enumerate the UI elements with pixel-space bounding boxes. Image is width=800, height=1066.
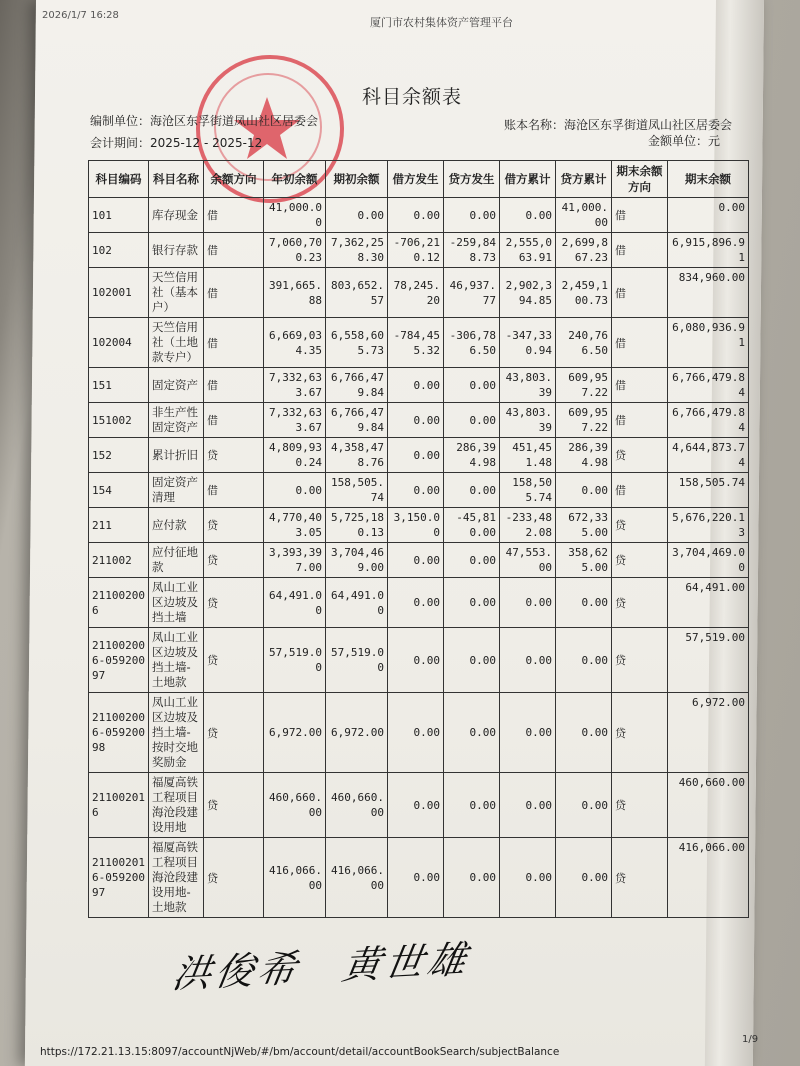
table-cell: 固定资产清理 <box>149 473 204 508</box>
column-header: 借方发生 <box>388 161 444 198</box>
table-cell: 贷 <box>612 508 668 543</box>
table-cell: 0.00 <box>444 838 500 918</box>
table-row <box>89 838 749 918</box>
table-cell: 102001 <box>89 268 149 318</box>
table-cell: 2,459,100.73 <box>556 268 612 318</box>
table-row <box>89 693 749 773</box>
table-cell: 102004 <box>89 318 149 368</box>
table-cell: 43,803.39 <box>500 403 556 438</box>
table-cell: 609,957.22 <box>556 368 612 403</box>
column-header: 借方累计 <box>500 161 556 198</box>
table-cell: 借 <box>204 473 264 508</box>
org-name: 编制单位：海沧区东孚街道凤山社区居委会 <box>90 114 319 128</box>
table-cell: 借 <box>612 473 668 508</box>
table-cell: 贷 <box>204 508 264 543</box>
table-cell: 凤山工业区边坡及挡土墙 <box>149 578 204 628</box>
table-cell: 7,362,258.30 <box>326 233 388 268</box>
table-cell: -706,210.12 <box>388 233 444 268</box>
table-row <box>89 578 749 628</box>
table-cell: 672,335.00 <box>556 508 612 543</box>
account-book-name: 账本名称：海沧区东孚街道凤山社区居委会 <box>504 118 733 132</box>
table-cell: 福厦高铁工程项目海沧段建设用地 <box>149 773 204 838</box>
table-cell: -784,455.32 <box>388 318 444 368</box>
table-cell: 6,558,605.73 <box>326 318 388 368</box>
table-row <box>89 368 749 403</box>
table-cell: 应付款 <box>149 508 204 543</box>
table-cell: 贷 <box>204 578 264 628</box>
table-cell: 福厦高铁工程项目海沧段建设用地-土地款 <box>149 838 204 918</box>
table-cell: 0.00 <box>500 838 556 918</box>
table-cell: 0.00 <box>388 473 444 508</box>
table-cell: 0.00 <box>444 403 500 438</box>
table-cell: 应付征地款 <box>149 543 204 578</box>
table-cell: 贷 <box>612 838 668 918</box>
table-cell: 贷 <box>204 628 264 693</box>
table-cell: 4,358,478.76 <box>326 438 388 473</box>
table-cell: 6,972.00 <box>668 693 749 773</box>
table-cell: 借 <box>612 318 668 368</box>
column-header: 期末余额方向 <box>612 161 668 198</box>
table-cell: 5,676,220.13 <box>668 508 749 543</box>
table-cell: 天竺信用社（土地款专户） <box>149 318 204 368</box>
table-cell: 286,394.98 <box>444 438 500 473</box>
accounting-period: 会计期间：2025-12 - 2025-12 <box>90 136 263 150</box>
table-cell: 101 <box>89 198 149 233</box>
table-cell: 贷 <box>204 543 264 578</box>
table-row <box>89 268 749 318</box>
table-cell: 6,766,479.84 <box>326 403 388 438</box>
table-cell: 借 <box>612 268 668 318</box>
table-cell: 211002006-05920098 <box>89 693 149 773</box>
table-cell: 借 <box>204 233 264 268</box>
table-cell: 460,660.00 <box>326 773 388 838</box>
table-row <box>89 773 749 838</box>
table-cell: 6,766,479.84 <box>668 368 749 403</box>
table-cell: 358,625.00 <box>556 543 612 578</box>
table-cell: 416,066.00 <box>264 838 326 918</box>
table-cell: 47,553.00 <box>500 543 556 578</box>
table-cell: 102 <box>89 233 149 268</box>
table-cell: 固定资产 <box>149 368 204 403</box>
table-cell: 2,902,394.85 <box>500 268 556 318</box>
table-cell: 64,491.00 <box>264 578 326 628</box>
table-cell: 借 <box>204 198 264 233</box>
page-url: https://172.21.13.15:8097/accountNjWeb/#/bm/account/detail/accountBookSearch/subjectBalance <box>40 1046 560 1058</box>
table-cell: 2,555,063.91 <box>500 233 556 268</box>
table-cell: 211002 <box>89 543 149 578</box>
table-cell: 154 <box>89 473 149 508</box>
table-cell: 211002006-05920097 <box>89 628 149 693</box>
table-cell: 78,245.20 <box>388 268 444 318</box>
table-cell: 凤山工业区边坡及挡土墙-按时交地奖励金 <box>149 693 204 773</box>
table-cell: 64,491.00 <box>326 578 388 628</box>
column-header: 年初余额 <box>264 161 326 198</box>
table-cell: 0.00 <box>500 578 556 628</box>
table-cell: 2,699,867.23 <box>556 233 612 268</box>
table-cell: 0.00 <box>388 693 444 773</box>
table-cell: 6,080,936.91 <box>668 318 749 368</box>
table-cell: 贷 <box>204 838 264 918</box>
table-cell: 贷 <box>204 438 264 473</box>
table-cell: 银行存款 <box>149 233 204 268</box>
table-cell: 贷 <box>612 693 668 773</box>
table-cell: 4,770,403.05 <box>264 508 326 543</box>
column-header: 科目名称 <box>149 161 204 198</box>
table-cell: 41,000.00 <box>556 198 612 233</box>
table-cell: 贷 <box>612 543 668 578</box>
table-cell: 64,491.00 <box>668 578 749 628</box>
table-cell: 天竺信用社（基本户） <box>149 268 204 318</box>
report-title: 科目余额表 <box>362 86 463 108</box>
table-cell: 0.00 <box>388 368 444 403</box>
table-cell: 借 <box>204 318 264 368</box>
column-header: 贷方累计 <box>556 161 612 198</box>
table-cell: 0.00 <box>388 403 444 438</box>
table-cell: 286,394.98 <box>556 438 612 473</box>
table-cell: 6,669,034.35 <box>264 318 326 368</box>
table-row <box>89 438 749 473</box>
table-cell: 6,972.00 <box>264 693 326 773</box>
table-row <box>89 543 749 578</box>
table-cell: 0.00 <box>556 838 612 918</box>
table-cell: 0.00 <box>556 693 612 773</box>
table-row <box>89 198 749 233</box>
table-cell: 0.00 <box>388 773 444 838</box>
table-cell: 非生产性固定资产 <box>149 403 204 438</box>
table-cell: 4,644,873.74 <box>668 438 749 473</box>
table-cell: 0.00 <box>500 628 556 693</box>
table-cell: 0.00 <box>388 838 444 918</box>
table-cell: 0.00 <box>500 773 556 838</box>
table-cell: 158,505.74 <box>326 473 388 508</box>
table-cell: 0.00 <box>444 628 500 693</box>
table-cell: 41,000.00 <box>264 198 326 233</box>
table-cell: 0.00 <box>556 473 612 508</box>
table-row <box>89 628 749 693</box>
table-cell: 0.00 <box>556 578 612 628</box>
currency-unit: 金额单位：元 <box>648 134 721 148</box>
table-cell: 211 <box>89 508 149 543</box>
table-row <box>89 403 749 438</box>
table-cell: 158,505.74 <box>500 473 556 508</box>
table-cell: 借 <box>612 368 668 403</box>
table-cell: 0.00 <box>444 773 500 838</box>
table-row <box>89 473 749 508</box>
table-cell: 609,957.22 <box>556 403 612 438</box>
table-cell: -259,848.73 <box>444 233 500 268</box>
table-cell: 151002 <box>89 403 149 438</box>
table-cell: 贷 <box>612 578 668 628</box>
handwritten-signature: 洪俊希 黄世雄 <box>169 937 474 997</box>
table-cell: 0.00 <box>556 628 612 693</box>
table-cell: 211002006 <box>89 578 149 628</box>
table-cell: 0.00 <box>500 693 556 773</box>
column-header: 期初余额 <box>326 161 388 198</box>
table-cell: 0.00 <box>388 543 444 578</box>
table-cell: 416,066.00 <box>326 838 388 918</box>
table-cell: 4,809,930.24 <box>264 438 326 473</box>
table-body <box>89 198 749 918</box>
table-cell: -306,786.50 <box>444 318 500 368</box>
table-cell: -233,482.08 <box>500 508 556 543</box>
table-cell: 460,660.00 <box>264 773 326 838</box>
table-cell: 803,652.57 <box>326 268 388 318</box>
table-cell: -45,810.00 <box>444 508 500 543</box>
table-cell: 0.00 <box>264 473 326 508</box>
table-cell: 211002016-05920097 <box>89 838 149 918</box>
table-cell: 贷 <box>612 628 668 693</box>
table-cell: 0.00 <box>444 473 500 508</box>
table-cell: 46,937.77 <box>444 268 500 318</box>
platform-name: 厦门市农村集体资产管理平台 <box>370 16 513 29</box>
table-cell: 6,766,479.84 <box>326 368 388 403</box>
table-cell: 库存现金 <box>149 198 204 233</box>
table-cell: 借 <box>204 268 264 318</box>
table-row <box>89 233 749 268</box>
table-cell: 贷 <box>612 773 668 838</box>
table-cell: 5,725,180.13 <box>326 508 388 543</box>
table-cell: 3,704,469.00 <box>326 543 388 578</box>
table-cell: 6,915,896.91 <box>668 233 749 268</box>
table-cell: 3,393,397.00 <box>264 543 326 578</box>
table-cell: 57,519.00 <box>264 628 326 693</box>
table-cell: 43,803.39 <box>500 368 556 403</box>
table-cell: 借 <box>612 233 668 268</box>
table-cell: 0.00 <box>668 198 749 233</box>
table-cell: 0.00 <box>444 543 500 578</box>
table-cell: 152 <box>89 438 149 473</box>
table-cell: 0.00 <box>444 368 500 403</box>
balance-table <box>88 160 749 918</box>
table-cell: 0.00 <box>388 438 444 473</box>
table-cell: 7,060,700.23 <box>264 233 326 268</box>
table-cell: 0.00 <box>500 198 556 233</box>
table-row <box>89 508 749 543</box>
table-cell: 240,766.50 <box>556 318 612 368</box>
table-cell: 7,332,633.67 <box>264 368 326 403</box>
table-cell: 158,505.74 <box>668 473 749 508</box>
table-cell: 贷 <box>612 438 668 473</box>
table-cell: 0.00 <box>388 628 444 693</box>
table-cell: 416,066.00 <box>668 838 749 918</box>
table-cell: 3,150.00 <box>388 508 444 543</box>
table-cell: 7,332,633.67 <box>264 403 326 438</box>
table-cell: 57,519.00 <box>326 628 388 693</box>
column-header: 期末余额 <box>668 161 749 198</box>
table-cell: 贷 <box>204 693 264 773</box>
table-cell: 0.00 <box>388 578 444 628</box>
table-cell: 57,519.00 <box>668 628 749 693</box>
table-cell: 0.00 <box>326 198 388 233</box>
table-cell: 0.00 <box>444 198 500 233</box>
table-cell: -347,330.94 <box>500 318 556 368</box>
table-cell: 借 <box>612 403 668 438</box>
table-cell: 贷 <box>204 773 264 838</box>
table-cell: 211002016 <box>89 773 149 838</box>
table-cell: 0.00 <box>444 578 500 628</box>
table-cell: 0.00 <box>388 198 444 233</box>
table-cell: 3,704,469.00 <box>668 543 749 578</box>
table-row <box>89 318 749 368</box>
table-cell: 0.00 <box>444 693 500 773</box>
table-cell: 6,766,479.84 <box>668 403 749 438</box>
table-cell: 借 <box>204 368 264 403</box>
table-cell: 0.00 <box>556 773 612 838</box>
table-cell: 834,960.00 <box>668 268 749 318</box>
table-cell: 6,972.00 <box>326 693 388 773</box>
table-cell: 累计折旧 <box>149 438 204 473</box>
column-header: 余额方向 <box>204 161 264 198</box>
table-cell: 391,665.88 <box>264 268 326 318</box>
table-cell: 151 <box>89 368 149 403</box>
page-number: 1/9 <box>742 1034 759 1045</box>
table-cell: 凤山工业区边坡及挡土墙-土地款 <box>149 628 204 693</box>
table-cell: 借 <box>204 403 264 438</box>
print-date: 2026/1/7 16:28 <box>42 10 119 21</box>
table-cell: 借 <box>612 198 668 233</box>
column-header: 贷方发生 <box>444 161 500 198</box>
table-cell: 451,451.48 <box>500 438 556 473</box>
column-header: 科目编码 <box>89 161 149 198</box>
table-cell: 460,660.00 <box>668 773 749 838</box>
table-header-row <box>89 161 749 198</box>
